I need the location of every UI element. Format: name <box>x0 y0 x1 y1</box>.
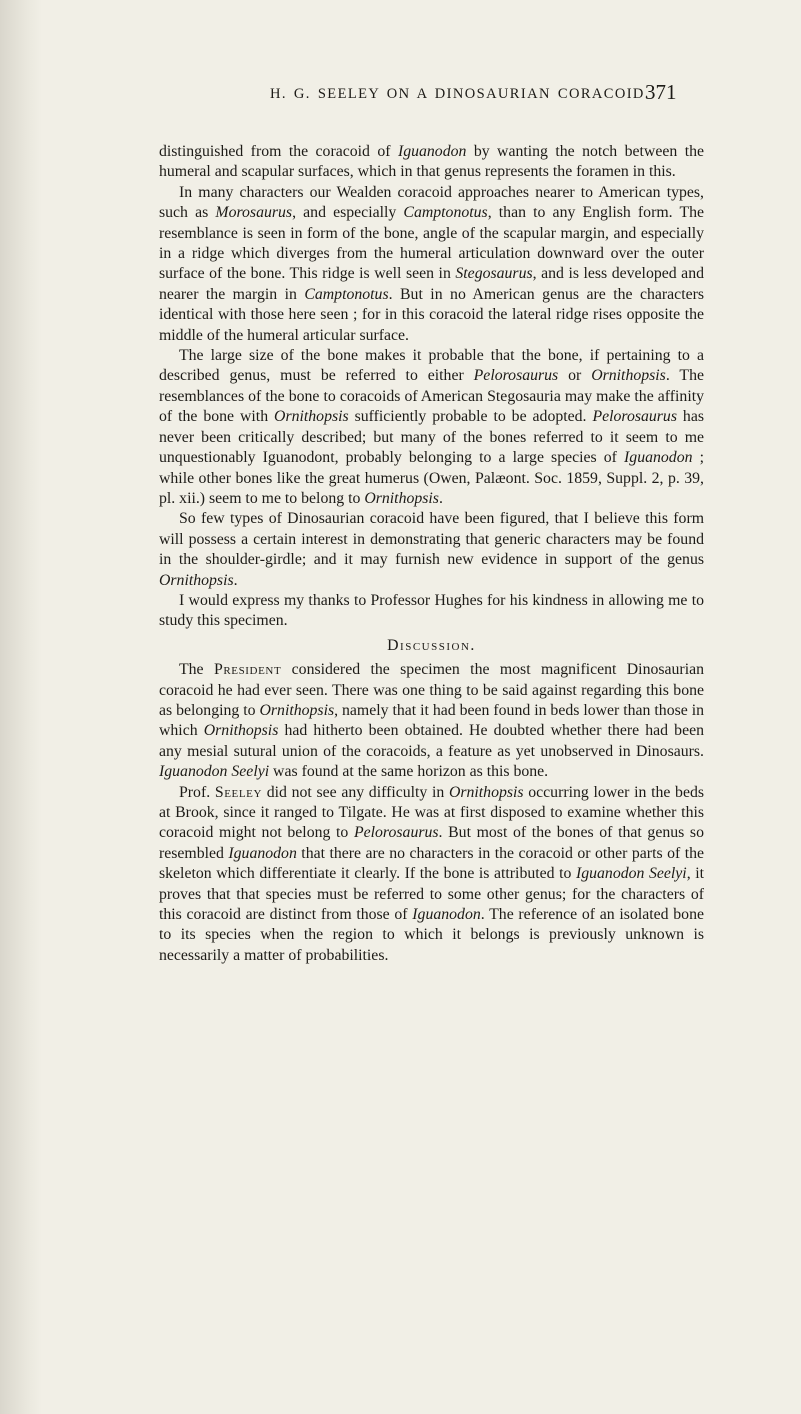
genus-name: Iguanodon <box>624 449 693 467</box>
species-name: Iguanodon Seelyi <box>575 865 687 883</box>
running-head: H. G. SEELEY ON A DINOSAURIAN CORACOID. <box>270 86 650 102</box>
genus-name: Pelorosaurus <box>353 824 439 842</box>
genus-name: Iguanodon <box>397 143 467 160</box>
genus-name: Stegosaurus <box>455 265 533 283</box>
page-gutter-shadow <box>0 0 42 1414</box>
paragraph: distinguished from the coracoid of Iguanodon by wanting the notch between the humeral and scapular surfaces, which in that genus represents the foramen in this. <box>159 143 704 181</box>
paragraph: The large size of the bone makes it probable that the bone, if pertaining to a described genus, must be referred to either Pelorosaurus or Ornithopsis. The resemblances of the bone to coracoids of American Stegosauria may make the affinity of the bone with Ornithopsis sufficiently probable to be adopted. Pelorosaurus has never been critically described; but many of the bones referred to it seem to me unquestionably Iguanodont, probably belonging to a large species of Iguanodon ; while other bones like the great humerus (Owen, Palæont. Soc. 1859, Suppl. 2, p. 39, pl. xii.) seem to me to belong to Ornithopsis. <box>159 347 704 507</box>
body-text <box>159 142 704 966</box>
discussion-heading: Discussion. <box>387 636 476 654</box>
genus-name: Camptonotus <box>403 204 488 222</box>
paragraph: Prof. Seeley did not see any difficulty in Ornithopsis occurring lower in the beds at Brook, since it ranged to Tilgate. He was at first disposed to examine whether this coracoid might not belong to Pelorosaurus. But most of the bones of that genus so resembled Iguanodon that there are no characters in the coracoid or other parts of the skeleton which differentiate it clearly. If the bone is attributed to Iguanodon Seelyi, it proves that that species must be referred to some other genus; for the characters of this coracoid are distinct from those of Iguanodon. The reference of an isolated bone to its species when the region to which it belongs is previously unknown is necessarily a matter of probabilities. <box>159 783 705 964</box>
genus-name: Camptonotus <box>304 285 389 303</box>
genus-name: Ornithopsis <box>203 722 279 740</box>
page-header <box>0 80 801 112</box>
genus-name: Ornithopsis <box>259 701 335 719</box>
genus-name: Ornithopsis <box>159 571 234 589</box>
genus-name: Ornithopsis <box>448 783 524 801</box>
species-name: Iguanodon Seelyi <box>159 763 270 781</box>
genus-name: Ornithopsis <box>591 367 666 385</box>
genus-name: Morosaurus <box>215 204 293 222</box>
genus-name: Iguanodon <box>228 844 297 862</box>
genus-name: Iguanodon <box>412 906 481 924</box>
speaker-name: Seeley <box>214 783 263 801</box>
paragraph: In many characters our Wealden coracoid approaches nearer to American types, such as Morosaurus, and especially Camptonotus, than to any English form. The resemblance is seen in form of the bone, angle of the scapular margin, and especially in a ridge which diverges from the humeral articulation downward over the outer surface of the bone. This ridge is well seen in Stegosaurus, and is less developed and nearer the margin in Camptonotus. But in no American genus are the characters identical with those here seen ; for in this coracoid the lateral ridge rises opposite the middle of the humeral articular surface. <box>159 183 705 344</box>
paragraph: So few types of Dinosaurian coracoid have been figured, that I believe this form will possess a certain interest in demonstrating that generic characters may be found in the shoulder-girdle; and it may furnish new evidence in support of the genus Ornithopsis. <box>159 510 704 589</box>
genus-name: Pelorosaurus <box>473 367 559 385</box>
genus-name: Ornithopsis <box>274 408 349 426</box>
genus-name: Ornithopsis <box>364 489 439 507</box>
paragraph: The President considered the specimen the most magnificent Dinosaurian coracoid he had ever seen. There was one thing to be said against regarding this bone as belonging to Ornithopsis, namely that it had been found in beds lower than those in which Ornithopsis had hitherto been obtained. He doubted whether there had been any mesial sutural union of the coracoids, a feature as yet unobserved in Dinosaurs. Iguanodon Seelyi was found at the same horizon as this bone. <box>159 661 704 781</box>
genus-name: Pelorosaurus <box>592 408 677 426</box>
paragraph: I would express my thanks to Professor Hughes for his kindness in allowing me to study this specimen. <box>159 591 704 630</box>
speaker-name: President <box>213 661 282 679</box>
page-number: 371 <box>645 80 677 104</box>
